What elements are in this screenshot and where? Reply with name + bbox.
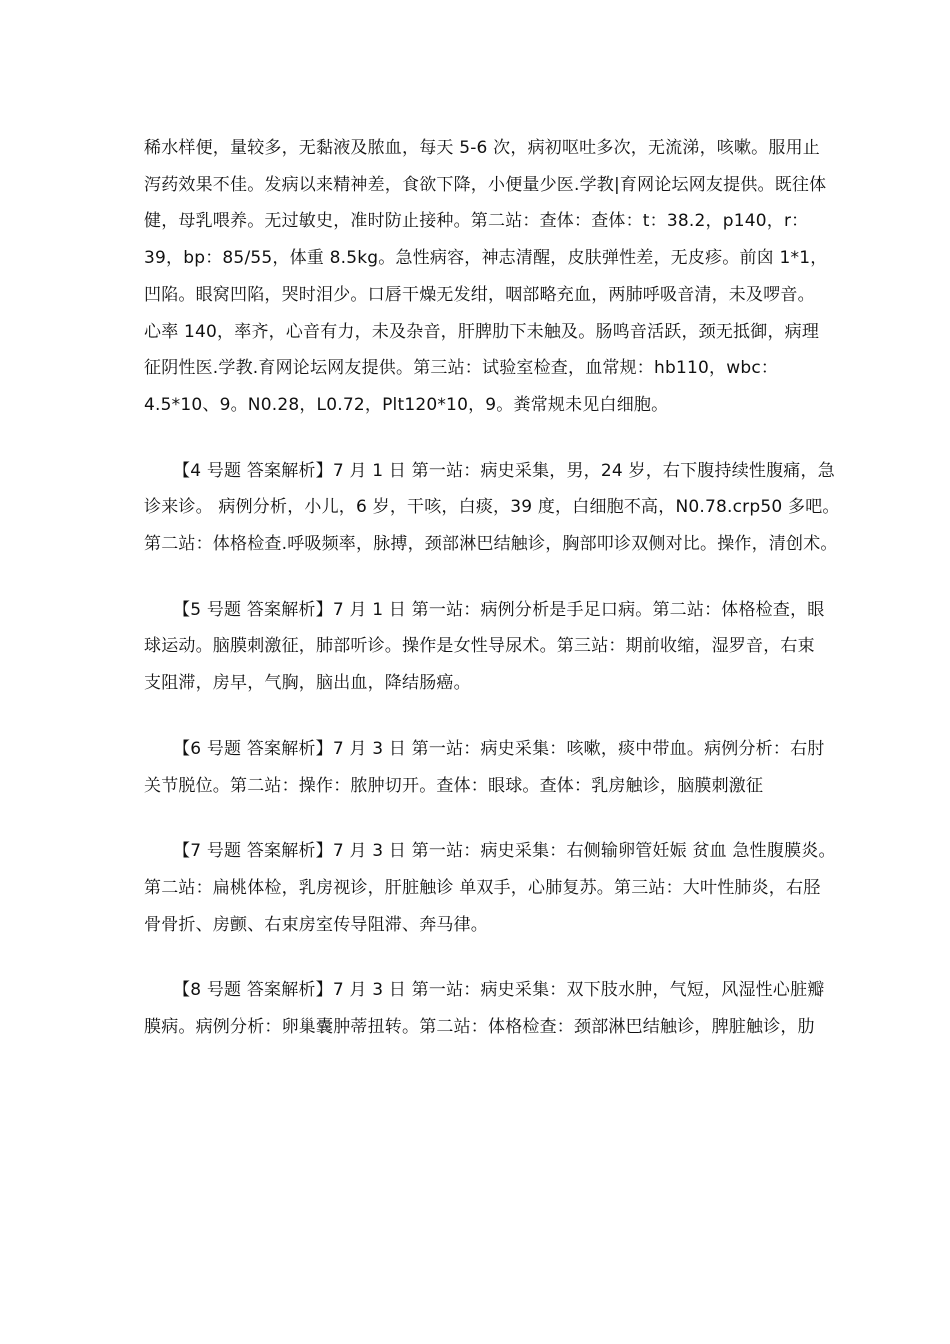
paragraph-spacer [144,943,812,972]
paragraph-question-6 [144,731,825,804]
text-line: 膜病。病例分析：卵巢囊肿蒂扭转。第二站：体格检查：颈部淋巴结触诊，脾脏触诊，肋 [144,1017,815,1038]
text-line: 【6 号题 答案解析】7 月 3 日 第一站：病史采集：咳嗽，痰中带血。病例分析：右肘 [173,738,825,759]
text-line: 【7 号题 答案解析】7 月 3 日 第一站：病史采集：右侧输卵管妊娠 贫血 急性腹膜炎。 [173,841,836,862]
paragraph-spacer [144,424,812,453]
text-line: 稀水样便，量较多，无黏液及脓血，每天 5-6 次，病初呕吐多次，无流涕，咳嗽。服用止 [144,138,820,158]
paragraph-case-continuation [144,130,828,424]
text-line: 心率 140，率齐，心音有力，未及杂音，肝脾肋下未触及。肠鸣音活跃，颈无抵御，病理 [144,321,820,342]
paragraph-question-5 [144,592,825,702]
text-line: 第二站：扁桃体检，乳房视诊，肝脏触诊 单双手，心肺复苏。第三站：大叶性肺炎，右胫 [144,877,821,898]
paragraph-question-7 [144,833,836,943]
text-line: 骨骨折、房颤、右束房室传导阻滞、奔马律。 [144,914,488,935]
text-line: 第二站：体格检查.呼吸频率，脉搏，颈部淋巴结触诊，胸部叩诊双侧对比。操作，清创术。 [144,534,838,555]
text-line: 【4 号题 答案解析】7 月 1 日 第一站：病史采集，男，24 岁，右下腹持续性腹痛，急 [173,460,835,481]
text-line: 泻药效果不佳。发病以来精神差，食欲下降，小便量少医.学教|育网论坛网友提供。既往体 [144,174,827,195]
text-line: 球运动。脑膜刺激征，肺部听诊。操作是女性导尿术。第三站：期前收缩，湿罗音，右束 [144,636,815,657]
text-line: 【8 号题 答案解析】7 月 3 日 第一站：病史采集：双下肢水肿，气短，风湿性心脏瓣 [173,980,825,1001]
paragraph-spacer [144,702,812,731]
paragraph-question-4 [144,453,840,563]
text-line: 关节脱位。第二站：操作：脓肿切开。查体：眼球。查体：乳房触诊，脑膜刺激征 [144,775,764,796]
paragraph-spacer [144,804,812,833]
text-line: 诊来诊。 病例分析，小儿，6 岁，干咳，白痰，39 度，白细胞不高，N0.78.crp50 多吧。 [144,497,840,518]
document-page [144,130,840,1046]
text-line: 凹陷。眼窝凹陷，哭时泪少。口唇干燥无发绀，咽部略充血，两肺呼吸音清，未及啰音。 [144,284,815,305]
paragraph-question-8 [144,972,825,1045]
text-line: 39，bp：85/55，体重 8.5kg。急性病容，神志清醒，皮肤弹性差，无皮疹。前囟 1*1， [144,248,828,269]
text-line: 健，母乳喂养。无过敏史，准时防止接种。第二站：查体：查体：t：38.2，p140，r： [144,211,809,232]
text-line: 4.5*10、9。N0.28，L0.72，Plt120*10，9。粪常规未见白细胞。 [144,394,669,415]
text-line: 支阻滞，房早，气胸，脑出血，降结肠癌。 [144,673,471,694]
paragraph-spacer [144,563,812,592]
text-line: 征阴性医.学教.育网论坛网友提供。第三站：试验室检查，血常规：hb110，wbc： [144,358,779,379]
text-line: 【5 号题 答案解析】7 月 1 日 第一站：病例分析是手足口病。第二站：体格检查，眼 [173,599,825,620]
